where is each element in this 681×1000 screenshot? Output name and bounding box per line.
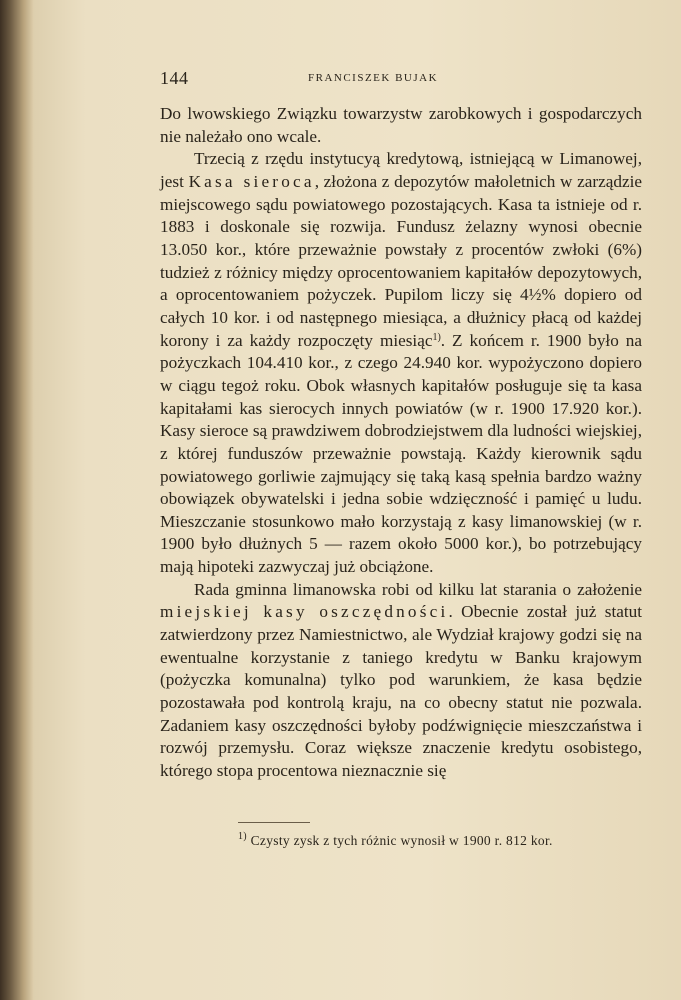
- spaced-emphasis: miejskiej kasy oszczędności: [160, 602, 449, 622]
- footnote-text: Czysty zysk z tych różnic wynosił w 1900 r. 812 kor.: [250, 833, 553, 848]
- text-segment: . Obecnie został już statut zatwierdzony przez Namiestnictwo, ale Wydział krajowy godzi się na ewentualne korzystanie z taniego kredytu w Banku krajowym (pożyczka komunalna) tylko pod warunkiem, że kasa będzie pozostawała pod kontrolą kraju, na co obecny statut nie pozwala. Zadaniem kasy oszczędności byłoby podźwignięcie mieszczaństwa i rozwój przemysłu. Coraz większe znaczenie kredytu osobistego, którego stopa procentowa nieznacznie się: [160, 602, 642, 781]
- book-page: [34, 0, 681, 1000]
- footnote-rule: [238, 822, 310, 823]
- footnote: [238, 832, 638, 850]
- footnote-reference: 1): [432, 331, 441, 343]
- spaced-emphasis: Kasa sieroca: [188, 171, 315, 191]
- book-gutter: [0, 0, 34, 1000]
- page-number: 144: [160, 68, 189, 88]
- running-header: [160, 68, 640, 90]
- text-segment: Do lwowskiego Związku towarzystw zarobkowych i gospodarczych nie należało ono wcale.: [160, 104, 642, 146]
- running-title: FRANCISZEK BUJAK: [308, 72, 439, 84]
- footnote-marker: 1): [238, 831, 247, 842]
- paragraph: [160, 148, 642, 578]
- paragraph: [160, 103, 642, 148]
- text-segment: Rada gminna limanowska robi od kilku lat starania o założenie: [194, 579, 642, 599]
- text-segment: , złożona z depozytów małoletnich w zarządzie miejscowego sądu powiatowego pozostających. Kasa ta istnieje od r. 1883 i doskonale się rozwija. Fundusz żelazny wynosi obecnie 13.050 kor., które przeważnie powstały z procentów zwłoki (6%) tudzież z różnicy między oprocentowaniem kapitałów depozytowych, a oprocentowaniem pożyczek. Pupilom liczy się 4½% dopiero od całych 10 kor. i od następnego miesiąca, a dłużnicy płacą od każdej korony i za każdy rozpoczęty miesiąc: [160, 171, 642, 350]
- paragraph: [160, 579, 642, 783]
- text-segment: . Z końcem r. 1900 było na pożyczkach 104.410 kor., z czego 24.940 kor. wypożyczono dopiero w ciągu tegoż roku. Obok własnych kapitałów posługuje się ta kasa kapitałami kas sierocych innych powiatów (w r. 1900 17.920 kor.). Kasy sieroce są prawdziwem dobrodziejstwem dla ludności wiejskiej, z której funduszów przeważnie powstają. Każdy kierownik sądu powiatowego gorliwie zajmujący się taką kasą spełnia bardzo ważny obowiązek obywatelski i jedna sobie wdzięczność i pamięć u ludu. Mieszczanie stosunkowo mało korzystają z kasy limanowskiej (w r. 1900 było dłużnych 5 — razem około 5000 kor.), bo potrzebujący mają hipoteki zazwyczaj już obciążone.: [160, 330, 642, 577]
- body-text: [160, 103, 642, 783]
- text-segment: Trzecią z rzędu instytucyą kredytową, istniejącą w Limanowej, jest: [160, 149, 642, 191]
